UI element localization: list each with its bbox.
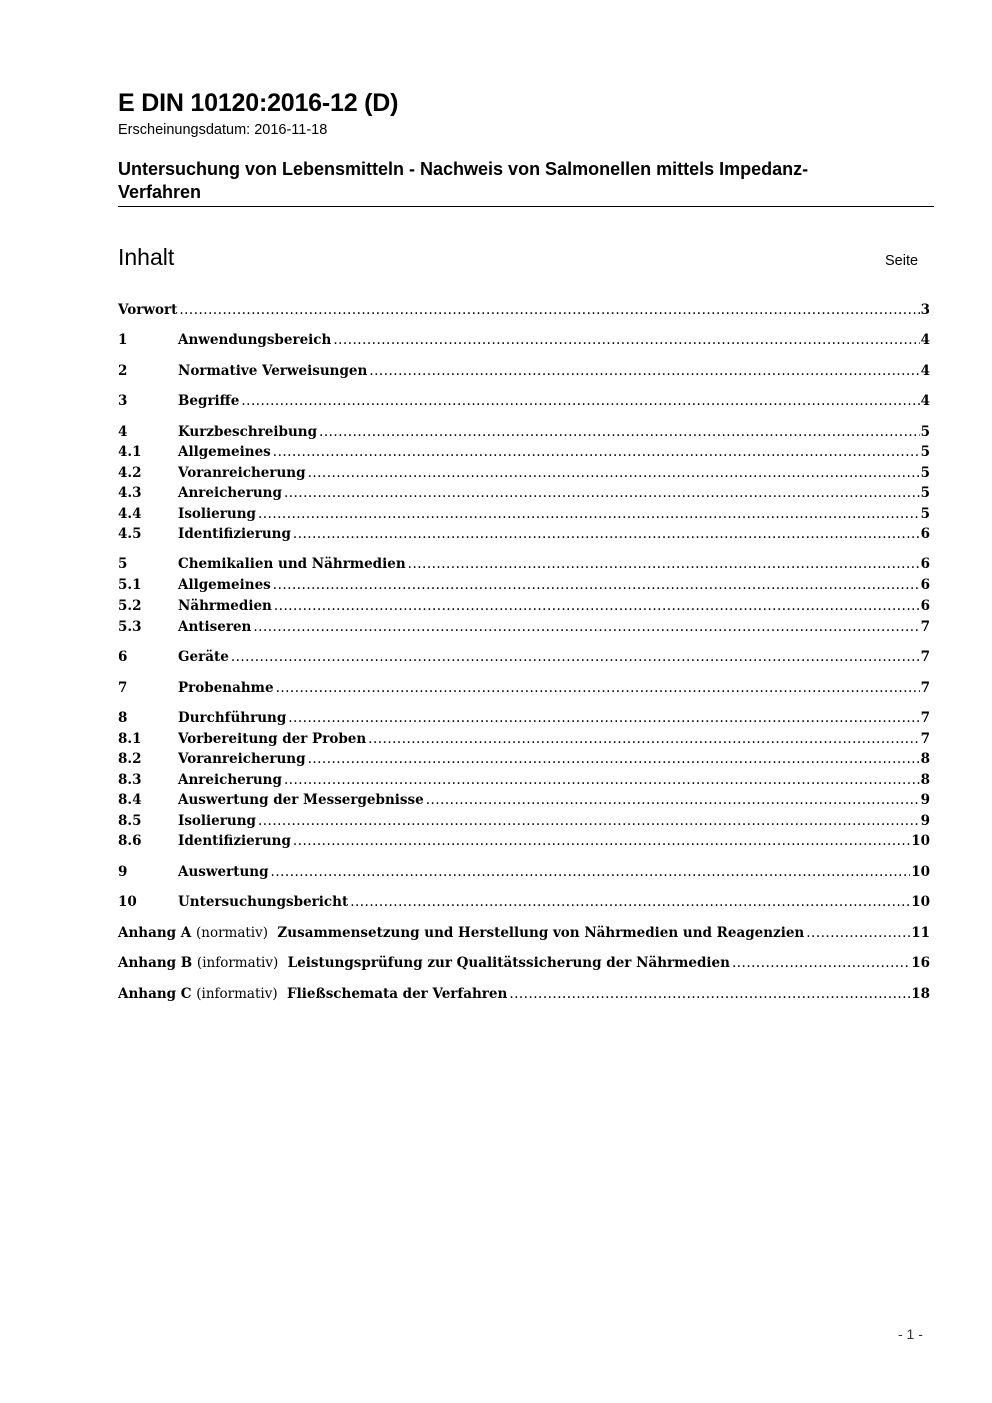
toc-entry[interactable]: [118, 833, 930, 854]
toc-entry-page: 3: [920, 302, 930, 318]
toc-annex-title: [118, 986, 507, 1002]
toc-dot-leader: [293, 833, 910, 849]
page-number: - 1 -: [898, 1326, 923, 1342]
toc-entry-number: 1: [118, 332, 128, 348]
toc-entry-number: 4: [118, 424, 128, 440]
toc-entry-number: 5.3: [118, 619, 142, 635]
toc-entry-number: 10: [118, 894, 137, 910]
toc-annex-type: (informativ): [196, 986, 278, 1002]
toc-annex-entry[interactable]: [118, 986, 930, 1007]
toc-dot-leader: [408, 556, 920, 572]
toc-entry-page: 7: [920, 680, 930, 696]
toc-entry-page: 5: [920, 424, 930, 440]
toc-dot-leader: [258, 813, 920, 829]
toc-entry-title: Identifizierung: [178, 526, 291, 542]
toc-entry-page: 6: [920, 598, 930, 614]
toc-entry-title: Anreicherung: [178, 485, 282, 501]
toc-entry[interactable]: [118, 465, 930, 486]
toc-dot-leader: [284, 772, 920, 788]
toc-entry[interactable]: [118, 506, 930, 527]
toc-entry[interactable]: [118, 393, 930, 414]
toc-annex-name: Fließschemata der Verfahren: [287, 986, 508, 1002]
toc-annex-label: Anhang B: [118, 955, 193, 971]
toc-dot-leader: [273, 444, 920, 460]
toc-entry-number: 3: [118, 393, 128, 409]
toc-dot-leader: [284, 485, 920, 501]
toc-entry[interactable]: [118, 894, 930, 915]
toc-annex-title: [118, 925, 804, 941]
toc-entry[interactable]: [118, 526, 930, 547]
toc-entry-number: 4.2: [118, 465, 142, 481]
toc-entry-page: 18: [911, 986, 930, 1002]
toc-entry-title: Voranreicherung: [178, 465, 306, 481]
toc-entry[interactable]: [118, 444, 930, 465]
toc-entry-number: 6: [118, 649, 128, 665]
toc-entry-page: 7: [920, 731, 930, 747]
toc-entry-title: Nährmedien: [178, 598, 272, 614]
toc-entry-page: 6: [920, 556, 930, 572]
toc-entry-number: 4.3: [118, 485, 142, 501]
toc-entry-number: 8.3: [118, 772, 142, 788]
toc-dot-leader: [241, 393, 919, 409]
toc-entry[interactable]: [118, 710, 930, 731]
toc-dot-leader: [271, 864, 911, 880]
toc-dot-leader: [426, 792, 920, 808]
toc-entry[interactable]: [118, 649, 930, 670]
toc-entry-title: Antiseren: [178, 619, 252, 635]
toc-annex-name: Zusammensetzung und Herstellung von Nährmedien und Reagenzien: [277, 925, 805, 941]
toc-entry-number: 8.6: [118, 833, 142, 849]
toc-dot-leader: [350, 894, 910, 910]
toc-entry-title: Begriffe: [178, 393, 240, 409]
toc-entry-number: 8.5: [118, 813, 142, 829]
toc-dot-leader: [806, 925, 910, 941]
document-title-line-2: Verfahren: [118, 182, 202, 202]
toc-entry-title: Kurzbeschreibung: [178, 424, 318, 440]
toc-entry-page: 8: [920, 772, 930, 788]
toc-dot-leader: [274, 598, 920, 614]
toc-entry[interactable]: [118, 731, 930, 752]
toc-entry-page: 7: [920, 649, 930, 665]
toc-entry-page: 5: [920, 506, 930, 522]
toc-entry-page: 10: [911, 894, 930, 910]
toc-entry-number: 8: [118, 710, 128, 726]
toc-heading: Inhalt: [118, 244, 175, 270]
toc-entry-page: 10: [911, 864, 930, 880]
toc-entry[interactable]: [118, 556, 930, 577]
toc-entry-number: 8.2: [118, 751, 142, 767]
toc-entry-page: 16: [911, 955, 930, 971]
toc-entry[interactable]: [118, 772, 930, 793]
toc-dot-leader: [308, 751, 920, 767]
toc-dot-leader: [293, 526, 920, 542]
toc-entry-title: Normative Verweisungen: [178, 363, 368, 379]
toc-entry-number: 8.4: [118, 792, 142, 808]
toc-dot-leader: [369, 363, 919, 379]
toc-entry-title: Auswertung: [178, 864, 269, 880]
toc-entry-number: 5.2: [118, 598, 142, 614]
toc-page-column-label: Seite: [885, 253, 919, 269]
toc-entry[interactable]: [118, 680, 930, 701]
toc-dot-leader: [368, 731, 919, 747]
toc-entry-page: 9: [920, 813, 930, 829]
toc-entry-title: Chemikalien und Nährmedien: [178, 556, 406, 572]
toc-entry-title: Untersuchungsbericht: [178, 894, 349, 910]
toc-entry-page: 4: [920, 393, 930, 409]
toc-dot-leader: [288, 710, 919, 726]
toc-entry[interactable]: [118, 577, 930, 598]
toc-entry-title: Auswertung der Messergebnisse: [178, 792, 424, 808]
toc-entry[interactable]: [118, 598, 930, 619]
toc-dot-leader: [732, 955, 910, 971]
toc-dot-leader: [179, 302, 919, 318]
toc-dot-leader: [509, 986, 910, 1002]
toc-entry-title: Isolierung: [178, 506, 256, 522]
toc-dot-leader: [273, 577, 920, 593]
toc-annex-title: [118, 955, 730, 971]
toc-entry[interactable]: [118, 813, 930, 834]
toc-entry-number: 5: [118, 556, 128, 572]
toc-entry-number: 4.4: [118, 506, 142, 522]
toc-annex-entry[interactable]: [118, 925, 930, 946]
toc-entry[interactable]: [118, 302, 930, 323]
toc-entry[interactable]: [118, 751, 930, 772]
toc-entry-title: Anwendungsbereich: [178, 332, 332, 348]
document-title-line-1: Untersuchung von Lebensmitteln - Nachweis von Salmonellen mittels Impedanz-: [118, 159, 809, 179]
toc-annex-label: Anhang C: [118, 986, 192, 1002]
toc-entry-title: Isolierung: [178, 813, 256, 829]
toc-annex-type: (informativ): [196, 955, 279, 971]
toc-dot-leader: [253, 619, 919, 635]
toc-entry-title: Anreicherung: [178, 772, 282, 788]
toc-entry-title: Identifizierung: [178, 833, 291, 849]
toc-entry-number: 2: [118, 363, 128, 379]
toc-annex-label: Anhang A: [118, 925, 192, 941]
toc-entry-number: 8.1: [118, 731, 142, 747]
toc-entry-page: 9: [920, 792, 930, 808]
toc-entry-page: 6: [920, 577, 930, 593]
toc-entry-page: 6: [920, 526, 930, 542]
toc-annex-type: (normativ): [195, 925, 269, 941]
toc-entry[interactable]: [118, 332, 930, 353]
toc-entry-title: Geräte: [178, 649, 229, 665]
toc-entry[interactable]: [118, 485, 930, 506]
toc-entry[interactable]: [118, 424, 930, 445]
toc-entry-page: 8: [920, 751, 930, 767]
toc-entry-title: Durchführung: [178, 710, 287, 726]
publication-date: Erscheinungsdatum: 2016-11-18: [118, 122, 328, 138]
toc-entry-number: 4.5: [118, 526, 142, 542]
table-of-contents: [118, 0, 930, 1010]
toc-entry-page: 4: [920, 332, 930, 348]
toc-entry-number: 9: [118, 864, 128, 880]
toc-entry-page: 7: [920, 710, 930, 726]
toc-entry[interactable]: [118, 619, 930, 640]
toc-entry-title: Voranreicherung: [178, 751, 306, 767]
toc-entry-number: 7: [118, 680, 128, 696]
toc-entry-title: Probenahme: [178, 680, 274, 696]
toc-entry[interactable]: [118, 864, 930, 885]
toc-entry-page: 5: [920, 444, 930, 460]
toc-dot-leader: [231, 649, 920, 665]
toc-entry-page: 5: [920, 465, 930, 481]
toc-entry[interactable]: [118, 792, 930, 813]
toc-entry-page: 11: [911, 925, 930, 941]
document-id: E DIN 10120:2016-12 (D): [118, 89, 399, 117]
toc-entry-page: 5: [920, 485, 930, 501]
toc-entry-title: Vorwort: [118, 302, 178, 318]
toc-entry-page: 10: [911, 833, 930, 849]
toc-entry-page: 4: [920, 363, 930, 379]
toc-entry-title: Allgemeines: [178, 577, 271, 593]
toc-entry-title: Vorbereitung der Proben: [178, 731, 367, 747]
toc-dot-leader: [308, 465, 920, 481]
toc-annex-name: Leistungsprüfung zur Qualitätssicherung der Nährmedien: [287, 955, 730, 971]
toc-dot-leader: [319, 424, 920, 440]
toc-annex-entry[interactable]: [118, 955, 930, 976]
toc-dot-leader: [333, 332, 919, 348]
toc-entry-page: 7: [920, 619, 930, 635]
toc-dot-leader: [258, 506, 920, 522]
toc-entry-number: 4.1: [118, 444, 142, 460]
toc-entry-number: 5.1: [118, 577, 142, 593]
toc-dot-leader: [276, 680, 920, 696]
toc-entry[interactable]: [118, 363, 930, 384]
toc-entry-title: Allgemeines: [178, 444, 271, 460]
